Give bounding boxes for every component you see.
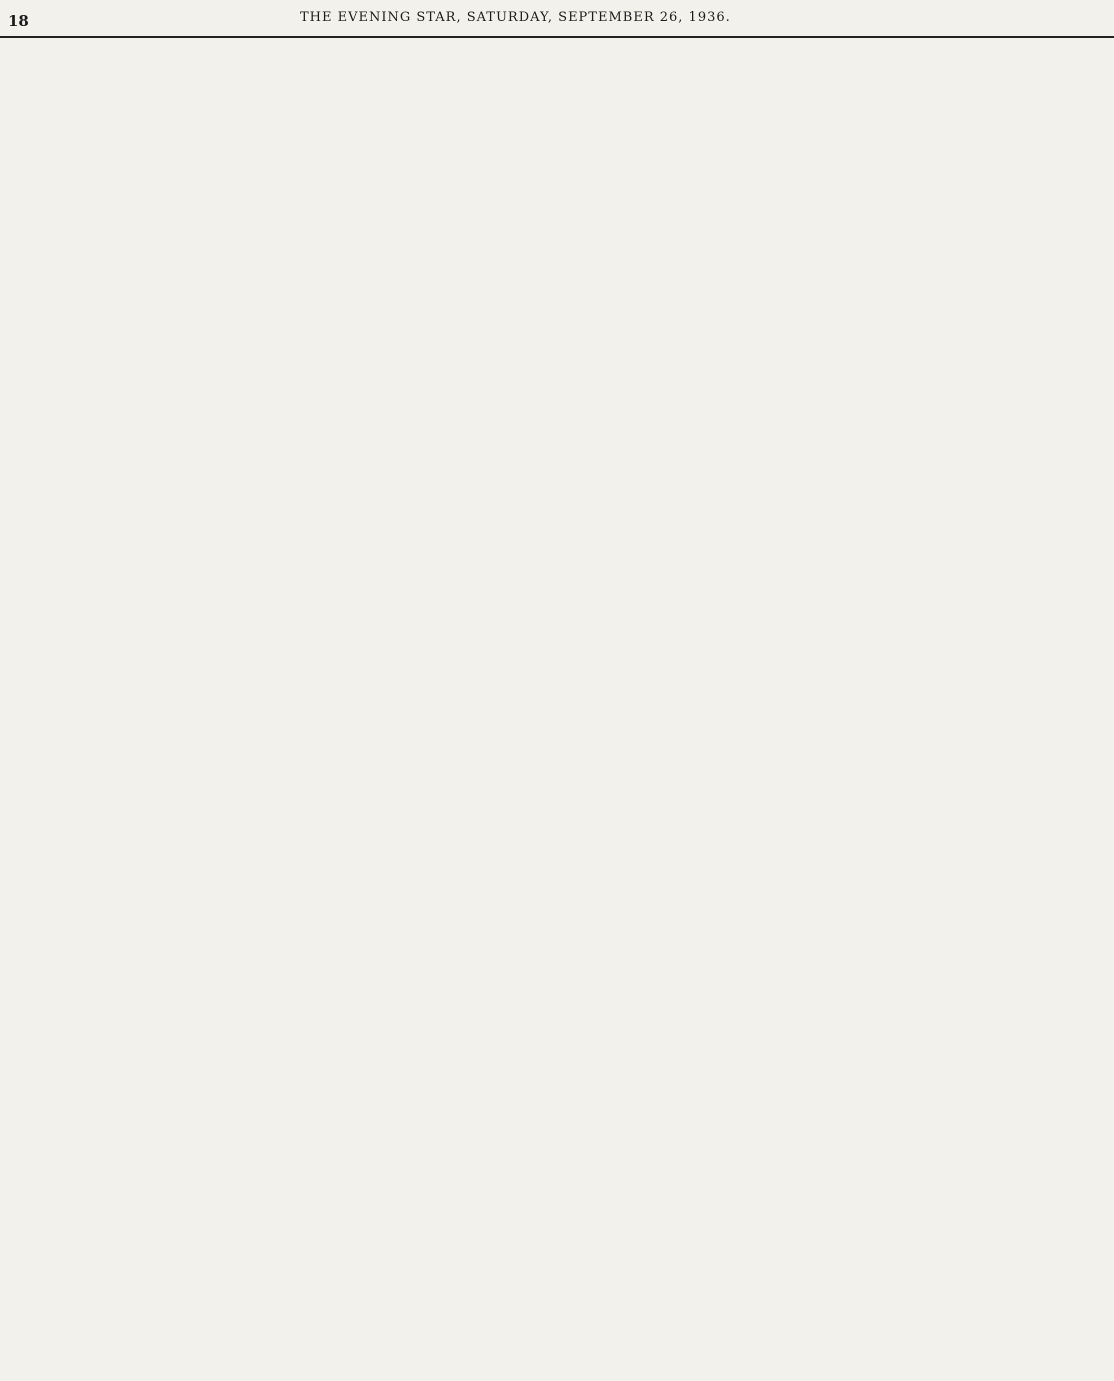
masthead [0,0,1114,38]
newspaper-columns [4,42,1110,1378]
newspaper-title: THE EVENING STAR, SATURDAY, SEPTEMBER 26, 1936. [300,10,731,25]
page-number: 18 [8,12,29,30]
